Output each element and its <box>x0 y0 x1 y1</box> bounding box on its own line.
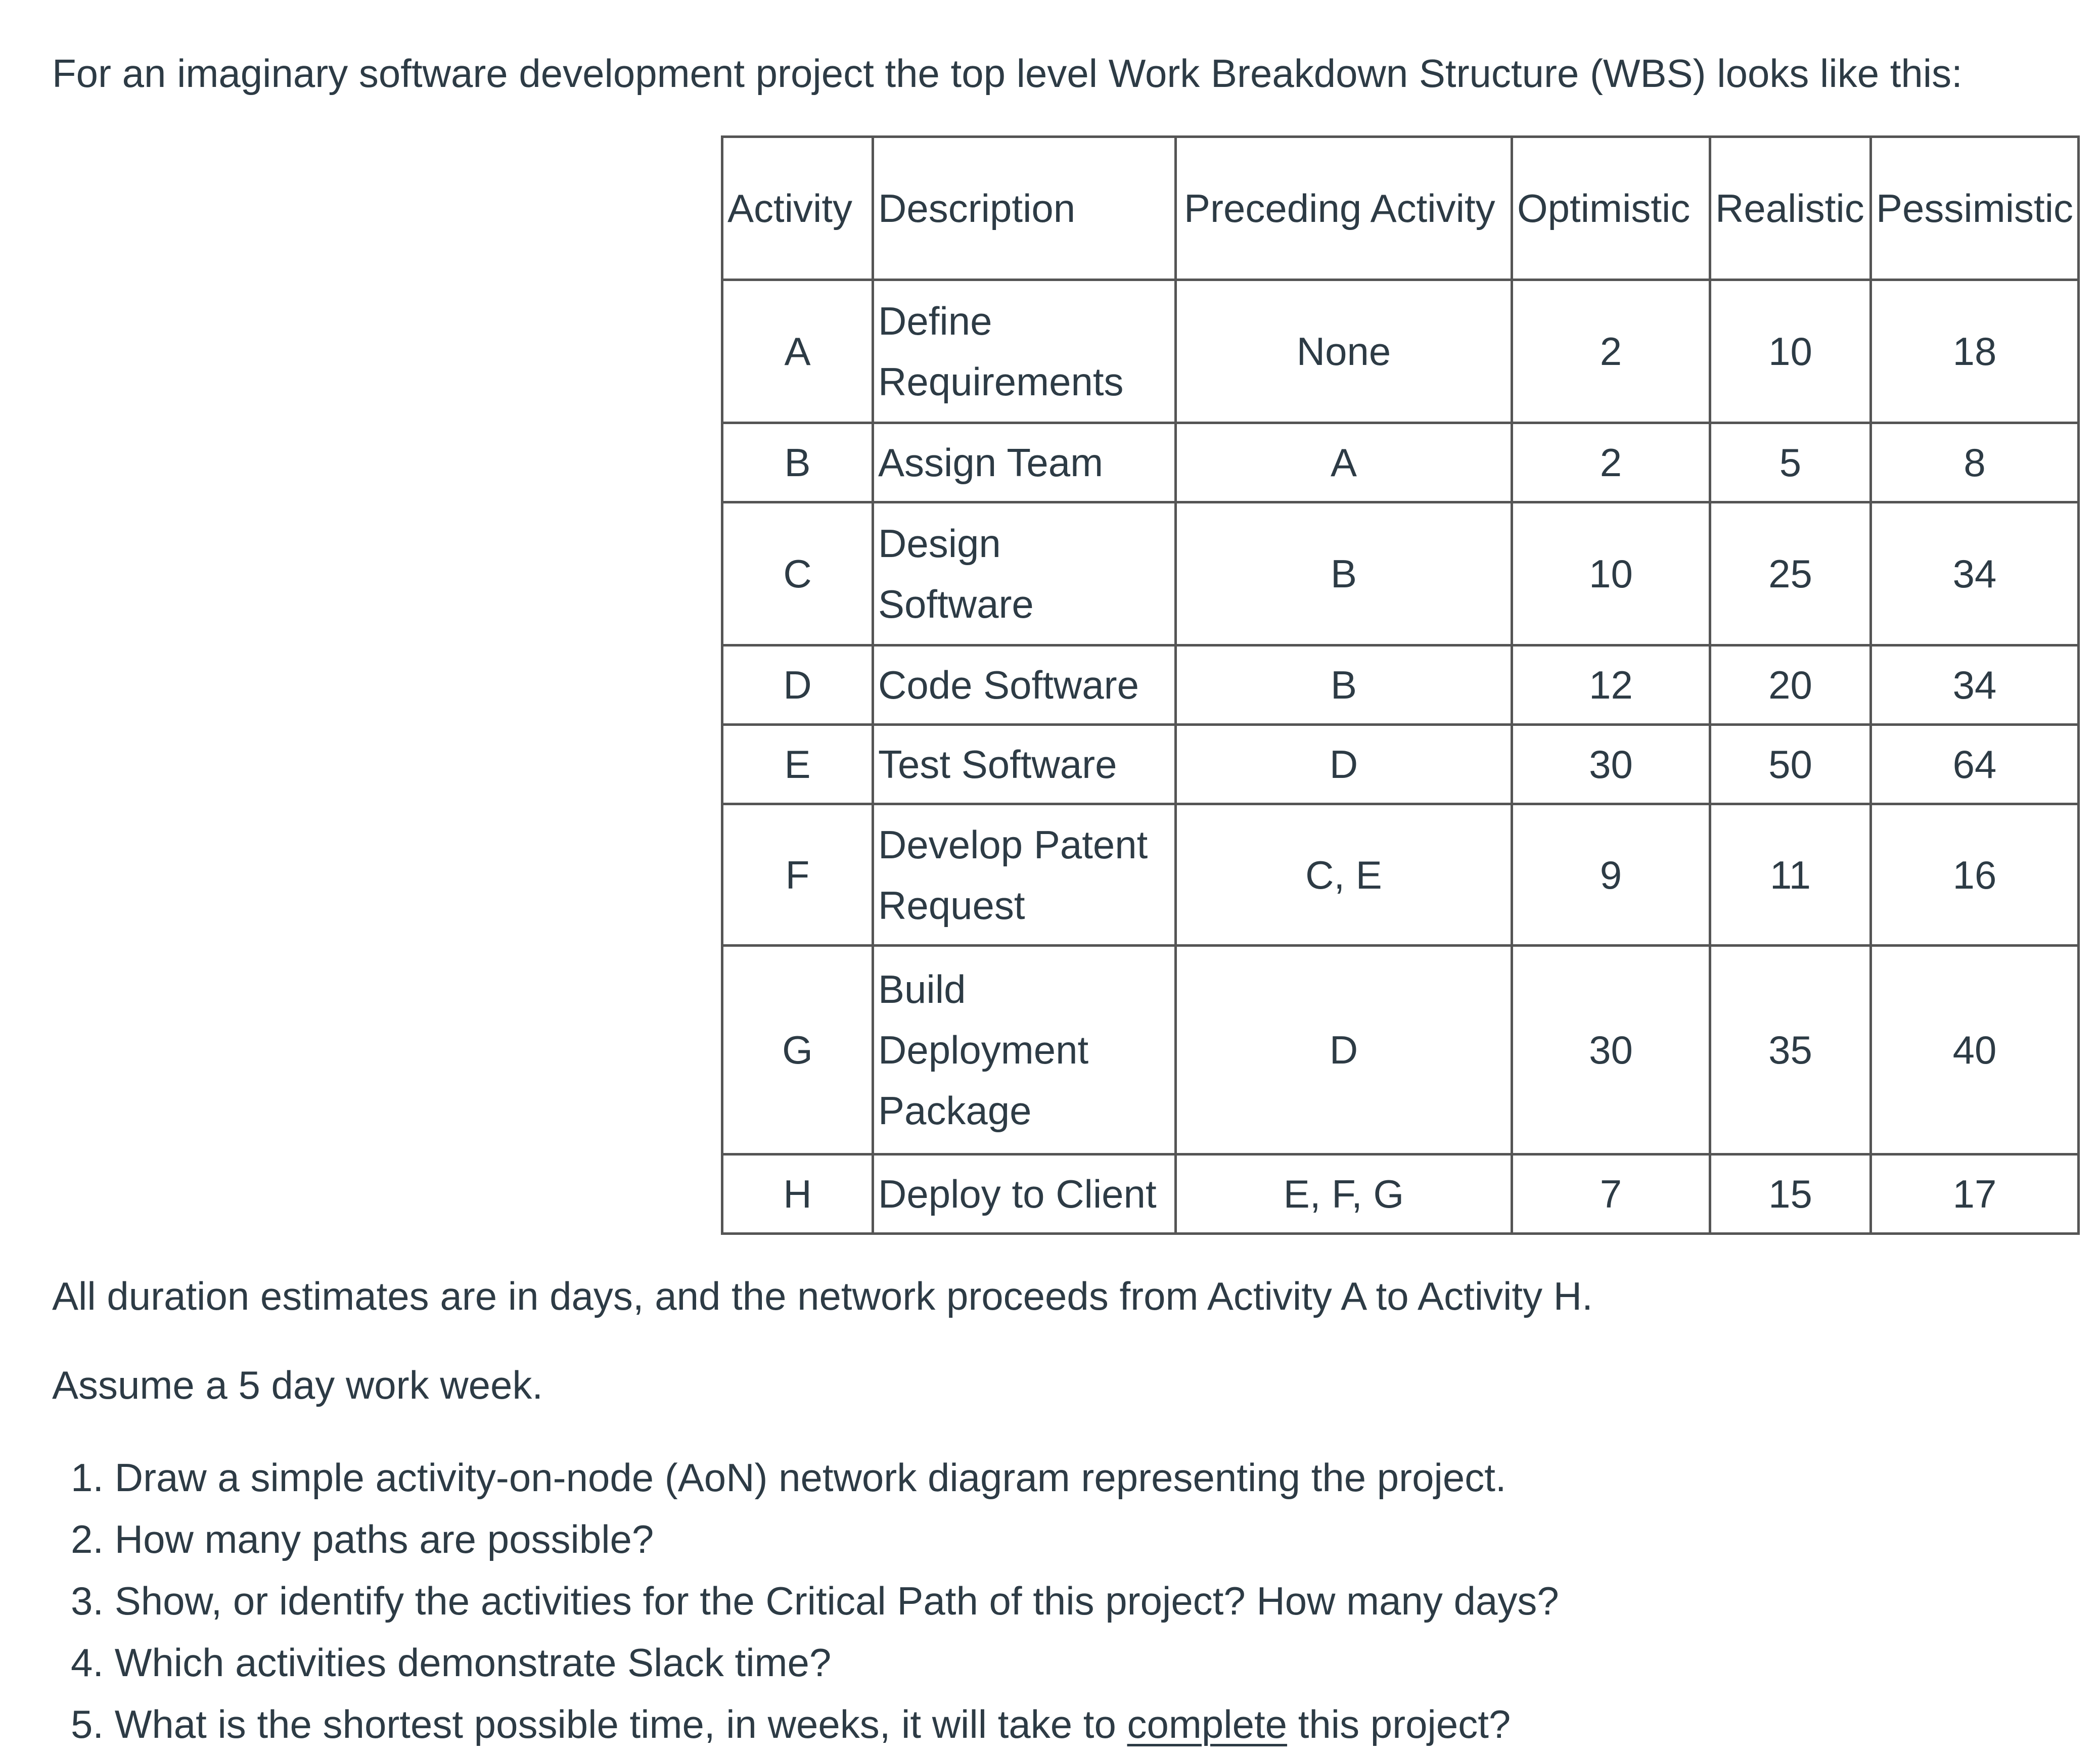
table-row <box>722 725 2079 804</box>
cell-realistic: 15 <box>1710 1154 1871 1234</box>
list-item <box>0 1508 1559 1570</box>
cell-activity: B <box>722 423 873 502</box>
description-line: Request <box>878 883 1025 928</box>
question-text-after: this project? <box>1298 1702 1511 1746</box>
description-line: Deployment <box>878 1028 1089 1072</box>
question-number: 1. <box>71 1455 104 1500</box>
question-text-before: What is the shortest possible time, in weeks, it will take to <box>114 1702 1116 1746</box>
cell-pessimistic: 18 <box>1871 280 2079 423</box>
description-line: Software <box>878 582 1034 626</box>
cell-realistic: 35 <box>1710 946 1871 1154</box>
header-optimistic: Optimistic <box>1512 137 1710 280</box>
description-line: Design <box>878 521 1001 566</box>
list-item <box>0 1693 1559 1755</box>
cell-preceding: C, E <box>1176 804 1512 946</box>
cell-optimistic: 10 <box>1512 502 1710 645</box>
cell-activity: C <box>722 502 873 645</box>
cell-pessimistic: 16 <box>1871 804 2079 946</box>
list-item <box>0 1570 1559 1632</box>
description-line: Requirements <box>878 359 1124 404</box>
header-preceding-activity: Preceding Activity <box>1176 137 1512 280</box>
list-item <box>0 1447 1559 1508</box>
cell-optimistic: 9 <box>1512 804 1710 946</box>
wbs-table <box>721 135 2080 1235</box>
description-line: Test Software <box>878 742 1117 787</box>
cell-optimistic: 7 <box>1512 1154 1710 1234</box>
cell-optimistic: 30 <box>1512 946 1710 1154</box>
cell-description <box>873 725 1176 804</box>
description-line: Code Software <box>878 663 1139 707</box>
cell-description <box>873 1154 1176 1234</box>
cell-pessimistic: 17 <box>1871 1154 2079 1234</box>
header-pessimistic: Pessimistic <box>1871 137 2079 280</box>
cell-pessimistic: 34 <box>1871 645 2079 725</box>
cell-activity: H <box>722 1154 873 1234</box>
cell-optimistic: 30 <box>1512 725 1710 804</box>
cell-activity: E <box>722 725 873 804</box>
question-text: Which activities demonstrate Slack time? <box>114 1640 832 1685</box>
cell-pessimistic: 64 <box>1871 725 2079 804</box>
cell-activity: D <box>722 645 873 725</box>
cell-preceding: D <box>1176 725 1512 804</box>
description-line: Assign Team <box>878 440 1104 485</box>
cell-description <box>873 423 1176 502</box>
cell-preceding: B <box>1176 645 1512 725</box>
cell-pessimistic: 34 <box>1871 502 2079 645</box>
cell-description <box>873 280 1176 423</box>
cell-realistic: 50 <box>1710 725 1871 804</box>
description-line: Build <box>878 967 966 1011</box>
cell-description <box>873 804 1176 946</box>
cell-optimistic: 2 <box>1512 423 1710 502</box>
cell-pessimistic: 40 <box>1871 946 2079 1154</box>
table-row <box>722 280 2079 423</box>
table-row <box>722 502 2079 645</box>
list-item <box>0 1632 1559 1693</box>
question-number: 4. <box>71 1640 104 1685</box>
cell-description <box>873 645 1176 725</box>
cell-description <box>873 946 1176 1154</box>
cell-preceding: D <box>1176 946 1512 1154</box>
questions-list <box>0 1447 1559 1755</box>
underlined-word: complete <box>1127 1702 1288 1746</box>
question-number: 2. <box>71 1517 104 1561</box>
cell-realistic: 20 <box>1710 645 1871 725</box>
cell-realistic: 25 <box>1710 502 1871 645</box>
durations-note: All duration estimates are in days, and the network proceeds from Activity A to Activity H. <box>52 1274 1593 1318</box>
cell-optimistic: 2 <box>1512 280 1710 423</box>
table-row <box>722 804 2079 946</box>
table-row <box>722 946 2079 1154</box>
cell-preceding: A <box>1176 423 1512 502</box>
cell-activity: A <box>722 280 873 423</box>
table-row <box>722 1154 2079 1234</box>
cell-realistic: 10 <box>1710 280 1871 423</box>
question-text: Show, or identify the activities for the Critical Path of this project? How many days? <box>114 1579 1559 1623</box>
description-line: Package <box>878 1088 1032 1133</box>
cell-description <box>873 502 1176 645</box>
cell-preceding: B <box>1176 502 1512 645</box>
cell-activity: F <box>722 804 873 946</box>
question-number: 3. <box>71 1579 104 1623</box>
description-line: Define <box>878 299 992 343</box>
cell-realistic: 11 <box>1710 804 1871 946</box>
question-text: Draw a simple activity-on-node (AoN) network diagram representing the project. <box>114 1455 1506 1500</box>
cell-preceding: None <box>1176 280 1512 423</box>
header-description: Description <box>873 137 1176 280</box>
description-line: Develop Patent <box>878 822 1148 867</box>
header-realistic: Realistic <box>1710 137 1871 280</box>
table-row <box>722 645 2079 725</box>
cell-pessimistic: 8 <box>1871 423 2079 502</box>
header-activity: Activity <box>722 137 873 280</box>
work-week-note: Assume a 5 day work week. <box>52 1363 543 1407</box>
question-text: How many paths are possible? <box>114 1517 654 1561</box>
cell-optimistic: 12 <box>1512 645 1710 725</box>
cell-activity: G <box>722 946 873 1154</box>
table-header-row <box>722 137 2079 280</box>
description-line: Deploy to Client <box>878 1172 1157 1216</box>
intro-text: For an imaginary software development project the top level Work Breakdown Structure (WBS) looks like this: <box>52 51 1962 96</box>
question-number: 5. <box>71 1702 104 1746</box>
cell-realistic: 5 <box>1710 423 1871 502</box>
cell-preceding: E, F, G <box>1176 1154 1512 1234</box>
table-row <box>722 423 2079 502</box>
